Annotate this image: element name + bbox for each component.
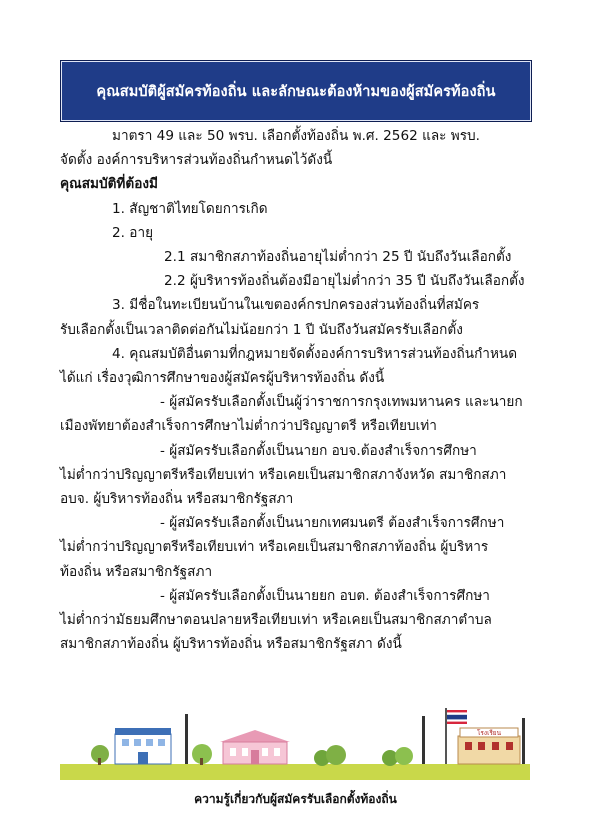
intro-line-1 — [60, 124, 532, 148]
bush — [395, 747, 413, 765]
document-body — [60, 124, 532, 656]
title-banner — [60, 60, 532, 122]
item-3-line-2: รับเลือกตั้งเป็นเวลาติดต่อกันไม่น้อยกว่า 1 ปี นับถึงวันสมัครรับเลือกตั้ง — [60, 321, 463, 338]
intro-line-2: จัดตั้ง องค์การบริหารส่วนท้องถิ่นกำหนดไว้ดังนี้ — [60, 152, 333, 169]
item-3-line-1: 3. มีชื่อในทะเบียนบ้านในเขตองค์กรปกครองส่วนท้องถิ่นที่สมัคร — [112, 297, 480, 314]
pink-building — [220, 730, 290, 764]
bullet-2-line-3: อบจ. ผู้บริหารท้องถิ่น หรือสมาชิกรัฐสภา — [60, 491, 294, 508]
bullet-3-line-3: ท้องถิ่น หรือสมาชิกรัฐสภา — [60, 563, 213, 580]
school-building — [458, 728, 520, 764]
bush — [326, 745, 346, 765]
bullet-2-line-1: - ผู้สมัครรับเลือกตั้งเป็นนายก อบจ.ต้องสำเร็จการศึกษา — [160, 442, 477, 459]
thai-flag — [447, 710, 467, 724]
bullet-4-line-1: - ผู้สมัครรับเลือกตั้งเป็นนายยก อบต. ต้องสำเร็จการศึกษา — [160, 587, 490, 604]
page-title: คุณสมบัติผู้สมัครท้องถิ่น และลักษณะต้องห้ามของผู้สมัครท้องถิ่น — [96, 83, 496, 100]
street-lamp — [522, 718, 525, 764]
bullet-2-line-2: ไม่ต่ำกว่าปริญญาตรีหรือเทียบเท่า หรือเคยเป็นสมาชิกสภาจังหวัด สมาชิกสภา — [60, 466, 507, 483]
street-lamp — [185, 714, 188, 764]
school-sign: โรงเรียน — [476, 729, 502, 737]
item-2-1: 2.1 สมาชิกสภาท้องถิ่นอายุไม่ต่ำกว่า 25 ปี นับถึงวันเลือกตั้ง — [164, 249, 512, 266]
town-illustration — [60, 708, 530, 780]
item-4-line-1: 4. คุณสมบัติอื่นตามที่กฎหมายจัดตั้งองค์การบริหารส่วนท้องถิ่นกำหนด — [112, 345, 518, 362]
bullet-4-line-3: สมาชิกสภาท้องถิ่น ผู้บริหารท้องถิ่น หรือสมาชิกรัฐสภา ดังนี้ — [60, 636, 402, 653]
bullet-3-line-1: - ผู้สมัครรับเลือกตั้งเป็นนายกเทศมนตรี ต้องสำเร็จการศึกษา — [160, 515, 505, 532]
ground — [60, 764, 530, 780]
street-lamp — [422, 716, 425, 764]
bullet-4-line-2: ไม่ต่ำกว่ามัธยมศึกษาตอนปลายหรือเทียบเท่า หรือเคยเป็นสมาชิกสภาตำบล — [60, 612, 492, 629]
bullet-1-line-1: - ผู้สมัครรับเลือกตั้งเป็นผู้ว่าราชการกรุงเทพมหานคร และนายก — [160, 394, 523, 411]
flagpole — [445, 708, 447, 764]
item-1: 1. สัญชาติไทยโดยการเกิด — [112, 200, 268, 217]
item-2-2: 2.2 ผู้บริหารท้องถิ่นต้องมีอายุไม่ต่ำกว่า 35 ปี นับถึงวันเลือกตั้ง — [164, 273, 525, 290]
item-2: 2. อายุ — [112, 224, 154, 241]
footer-caption: ความรู้เกี่ยวกับผู้สมัครรับเลือกตั้งท้องถิ่น — [194, 792, 397, 806]
item-4-line-2: ได้แก่ เรื่องวุฒิการศึกษาของผู้สมัครผู้บริหารท้องถิ่น ดังนี้ — [60, 370, 385, 387]
bullet-1-line-2: เมืองพัทยาต้องสำเร็จการศึกษาไม่ต่ำกว่าปริญญาตรี หรือเทียบเท่า — [60, 418, 437, 435]
bullet-3-line-2: ไม่ต่ำกว่าปริญญาตรีหรือเทียบเท่า หรือเคยเป็นสมาชิกสภาท้องถิ่น ผู้บริหาร — [60, 539, 489, 556]
government-building — [115, 728, 171, 764]
section-heading: คุณสมบัติที่ต้องมี — [60, 176, 158, 193]
intro-text-1: มาตรา 49 และ 50 พรบ. เลือกตั้งท้องถิ่น พ.ศ. 2562 และ พรบ. — [112, 128, 481, 144]
